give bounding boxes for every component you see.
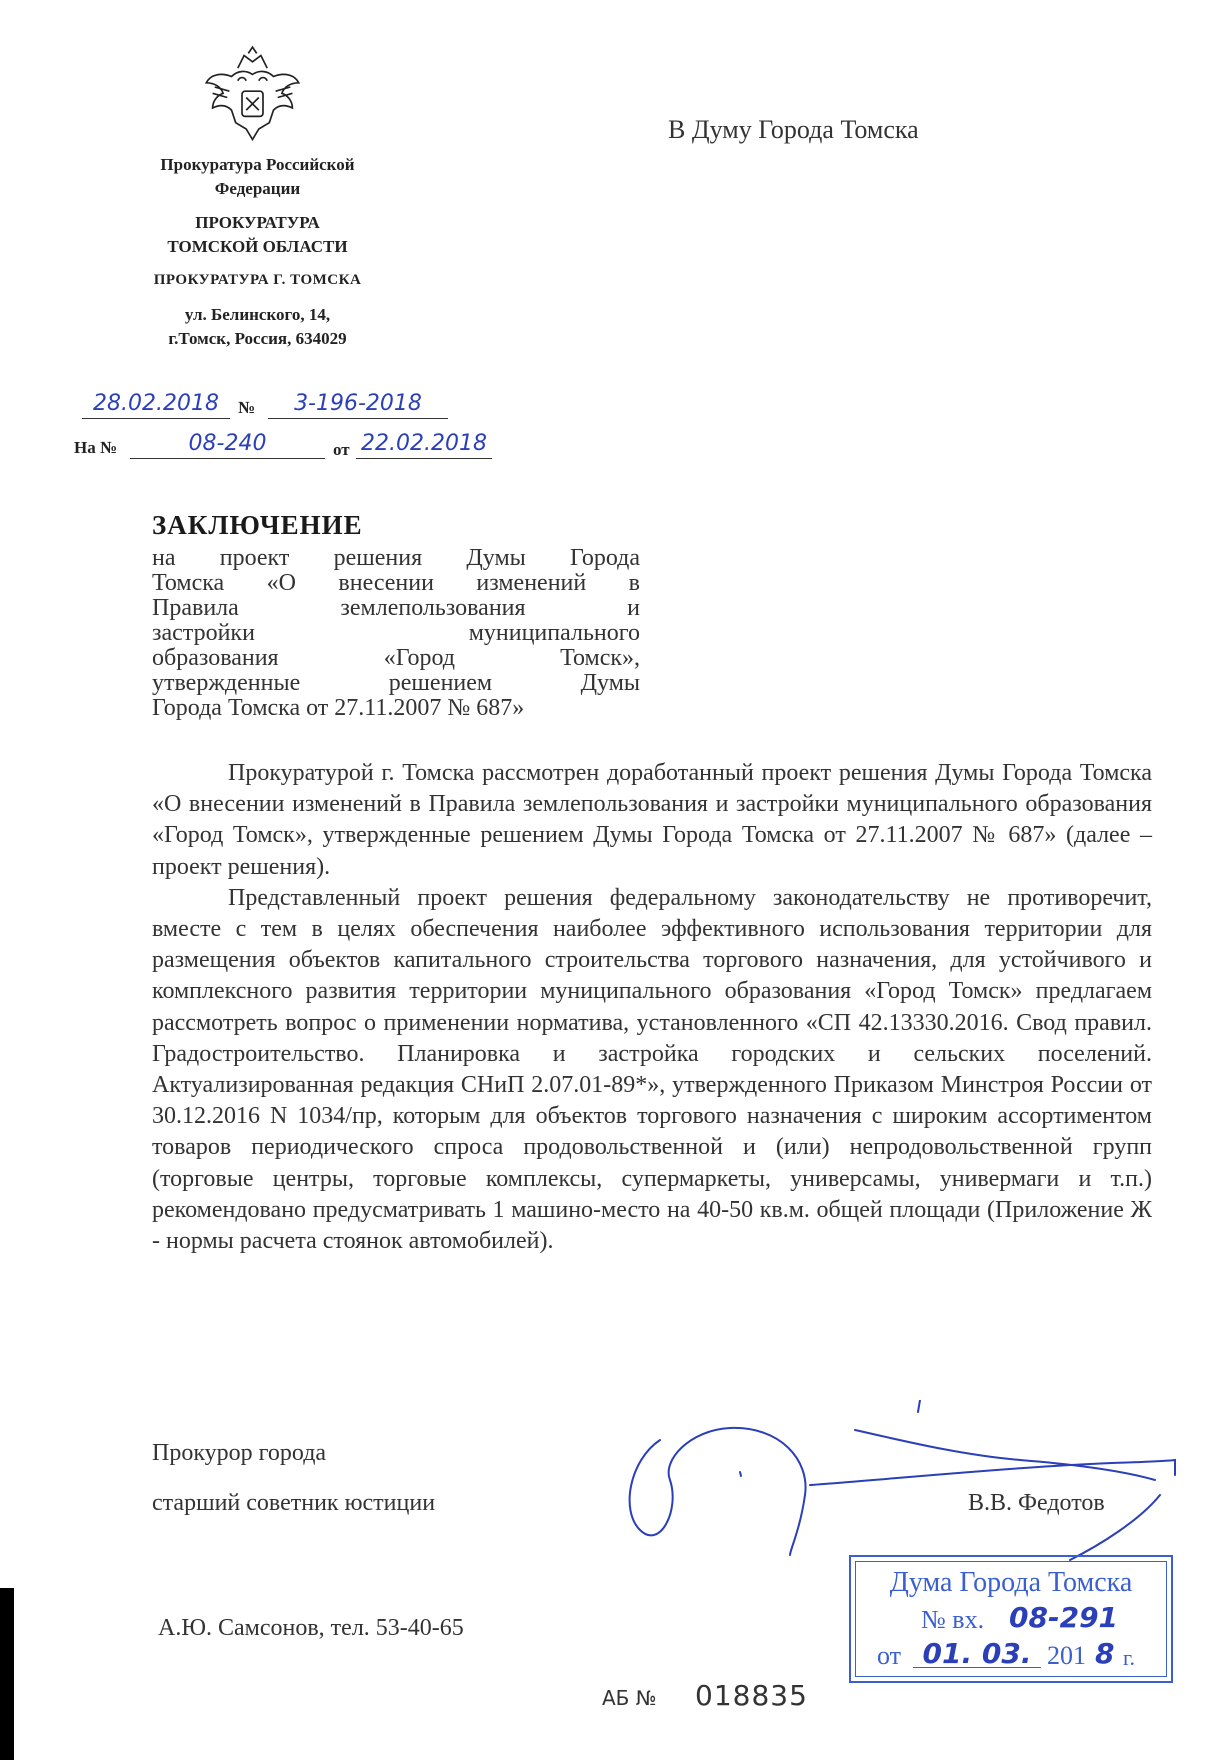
stamp-date: 01. 03. [913,1637,1041,1668]
signatory-name: В.В. Федотов [968,1490,1105,1516]
stamp-year-prefix: 201 [1047,1641,1086,1670]
addressee: В Думу Города Томска [668,115,919,144]
form-number: 018835 [695,1679,808,1712]
body-paragraph: Прокуратурой г. Томска рассмотрен доработанный проект решения Думы Города Томска «О внесении изменений в Правила землепользования и застройки муниципального образования «Город Томск», утвержденные решением Думы Города Томска от 27.11.2007 № 687» (далее – проект решения). [152,760,1152,880]
issuer-line: ПРОКУРАТУРА Г. ТОМСКА [153,272,362,288]
signatory-rank: старший советник юстиции [152,1490,436,1516]
issuer-line: ПРОКУРАТУРА [195,213,320,232]
form-series: АБ № [602,1686,657,1710]
subject-line: Города Томска от 27.11.2007 № 687» [152,695,525,721]
signatory-position: Прокурор города [152,1440,327,1466]
stamp-title: Дума Города Томска [889,1567,1133,1598]
executor-contact: А.Ю. Самсонов, тел. 53-40-65 [158,1615,464,1641]
handwritten-signature [600,1400,1200,1570]
subject-line: на проект решения Думы Города [152,545,640,571]
stamp-incoming-label: № вх. [921,1605,985,1634]
subject-line: застройки муниципального [152,620,640,646]
subject-line: образования «Город Томск», [152,645,640,671]
issuer-address: ул. Белинского, 14, [184,305,331,324]
stamp-year-suffix: 8 [1095,1637,1115,1670]
outgoing-number: 3-196-2018 [268,390,448,419]
scan-margin-bar [0,1588,14,1760]
reference-number: 08-240 [130,430,325,459]
subject-line: утвержденные решением Думы [152,670,640,696]
document-title: ЗАКЛЮЧЕНИЕ [152,510,363,540]
stamp-date-label: от [877,1641,902,1670]
stamp-incoming-number: 08-291 [1009,1601,1119,1634]
issuer-line: ТОМСКОЙ ОБЛАСТИ [167,237,348,256]
outgoing-date: 28.02.2018 [82,390,230,419]
coat-of-arms-emblem [200,45,305,150]
issuer-line: Прокуратура Российской [160,155,355,174]
document-body [152,758,1152,1257]
document-subject [152,546,640,721]
body-paragraph: Представленный проект решения федеральному законодательству не противоречит, вместе с тем в целях обеспечения наиболее эффективного использования территории для размещения объектов капитального строительства торгового назначения, для устойчивого и комплексного развития территории муниципального образования «Город Томск» предлагаем рассмотреть вопрос о применении норматива, установленного «СП 42.13330.2016. Свод правил. Градостроительство. Планировка и застройка городских и сельских поселений. Актуализированная редакция СНиП 2.07.01-89*», утвержденного Приказом Минстроя России от 30.12.2016 N 1034/пр, которым для объектов торгового назначения с широким ассортиментом товаров периодического спроса продовольственной и (или) непродовольственной групп (торговые центры, торговые комплексы, супермаркеты, универсамы, универмаги и т.п.) рекомендовано предусматривать 1 машино-место на 40-50 кв.м. общей площади (Приложение Ж - нормы расчета стоянок автомобилей). [152,884,1152,1255]
stamp-year-unit: г. [1123,1645,1136,1670]
outgoing-number-label: № [238,398,256,417]
subject-line: Томска «О внесении изменений в [152,570,640,596]
issuer-line: Федерации [214,179,301,198]
reference-date: 22.02.2018 [356,430,492,459]
registration-stamp [849,1555,1173,1683]
subject-line: Правила землепользования и [152,595,640,621]
reference-label: На № [74,438,118,457]
reference-from-label: от [333,440,350,459]
issuer-address: г.Томск, Россия, 634029 [168,329,347,348]
